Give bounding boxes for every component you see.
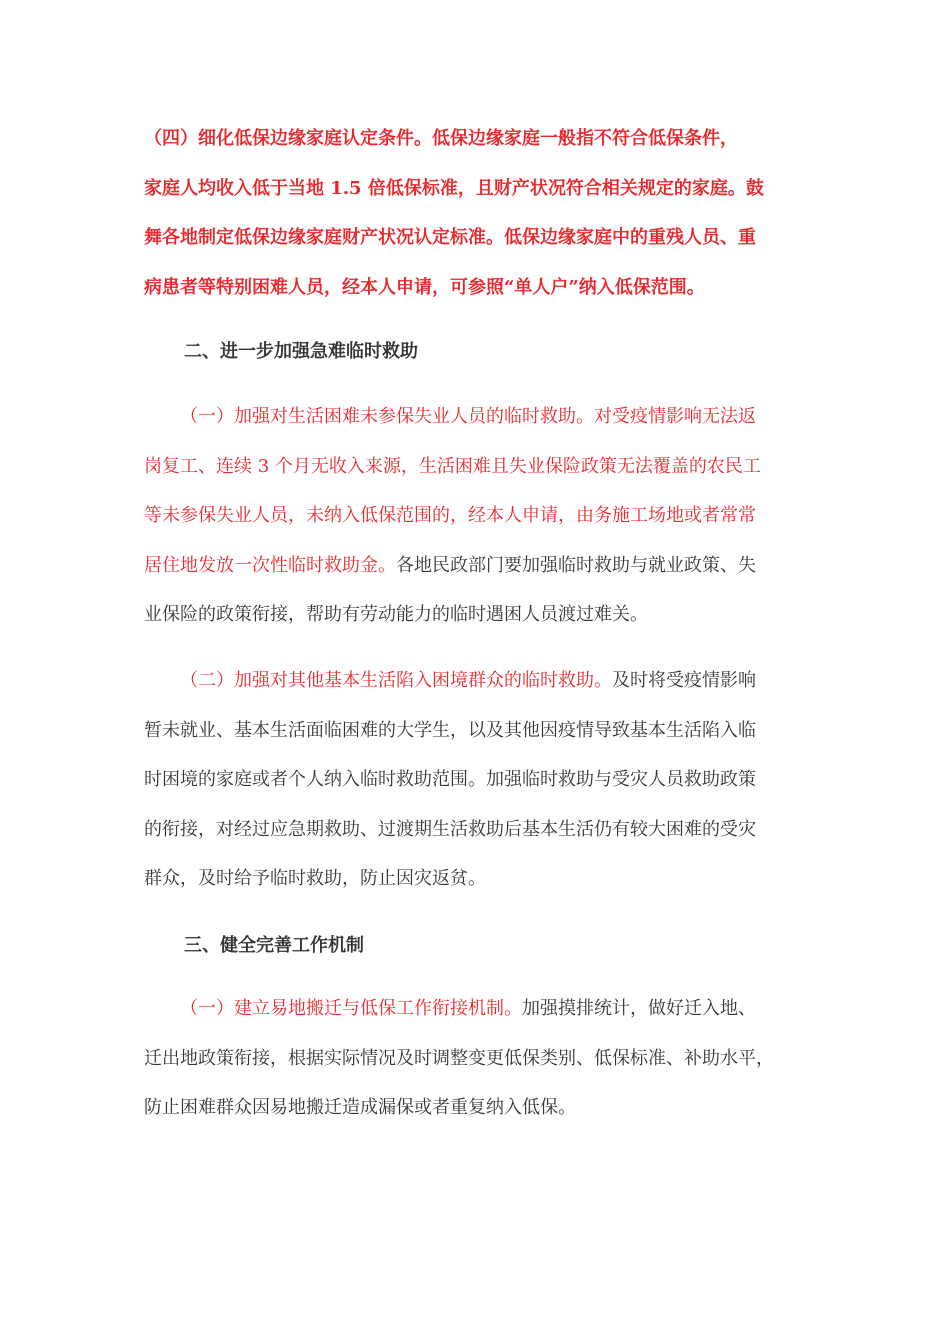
highlight-text: 居住地发放一次性临时救助金。 <box>144 554 396 576</box>
section-heading-three: 三、健全完善工作机制 <box>184 935 364 956</box>
text-line: 业保险的政策衔接，帮助有劳动能力的临时遇困人员渡过难关。 <box>144 604 648 625</box>
highlight-text: （一）建立易地搬迁与低保工作衔接机制。 <box>180 998 522 1019</box>
text-line: 病患者等特别困难人员，经本人申请，可参照“单人户”纳入低保范围。 <box>144 276 705 298</box>
text-line: （一）加强对生活困难未参保失业人员的临时救助。对受疫情影响无法返 <box>180 406 756 427</box>
highlight-text: （二）加强对其他基本生活陷入困境群众的临时救助。 <box>180 670 612 691</box>
body-text: 各地民政部门要加强临时救助与就业政策、失 <box>396 554 756 576</box>
paragraph-refine-marginal-family <box>144 114 824 312</box>
text-line: 防止困难群众因易地搬迁造成漏保或者重复纳入低保。 <box>144 1097 576 1118</box>
text-line: 迁出地政策衔接，根据实际情况及时调整变更低保类别、低保标准、补助水平， <box>144 1047 774 1069</box>
text-line: 的衔接，对经过应急期救助、过渡期生活救助后基本生活仍有较大困难的受灾 <box>144 818 756 840</box>
paragraph-unemployed-relief <box>144 392 824 640</box>
text-line: 等未参保失业人员，未纳入低保范围的，经本人申请，由务施工场地或者常常 <box>144 505 756 526</box>
body-text: 加强摸排统计，做好迁入地、 <box>522 998 756 1019</box>
paragraph-other-hardship-relief <box>144 656 824 904</box>
text-line <box>144 984 824 1034</box>
section-heading-two: 二、进一步加强急难临时救助 <box>184 341 418 362</box>
paragraph-relocation-mechanism <box>144 984 824 1133</box>
text-line: 舞各地制定低保边缘家庭财产状况认定标准。低保边缘家庭中的重残人员、重 <box>144 227 756 248</box>
body-text: 及时将受疫情影响 <box>612 670 756 691</box>
text-line: 家庭人均收入低于当地 1.5 倍低保标准，且财产状况符合相关规定的家庭。鼓 <box>144 177 764 199</box>
text-line: （四）细化低保边缘家庭认定条件。低保边缘家庭一般指不符合低保条件， <box>144 128 738 149</box>
text-line <box>144 541 824 591</box>
text-line: 暂未就业、基本生活面临困难的大学生，以及其他因疫情导致基本生活陷入临 <box>144 719 756 741</box>
text-line: 群众，及时给予临时救助，防止因灾返贫。 <box>144 868 486 889</box>
text-line <box>144 656 824 706</box>
text-line: 岗复工、连续 3 个月无收入来源，生活困难且失业保险政策无法覆盖的农民工 <box>144 455 761 477</box>
text-line: 时困境的家庭或者个人纳入临时救助范围。加强临时救助与受灾人员救助政策 <box>144 769 756 790</box>
